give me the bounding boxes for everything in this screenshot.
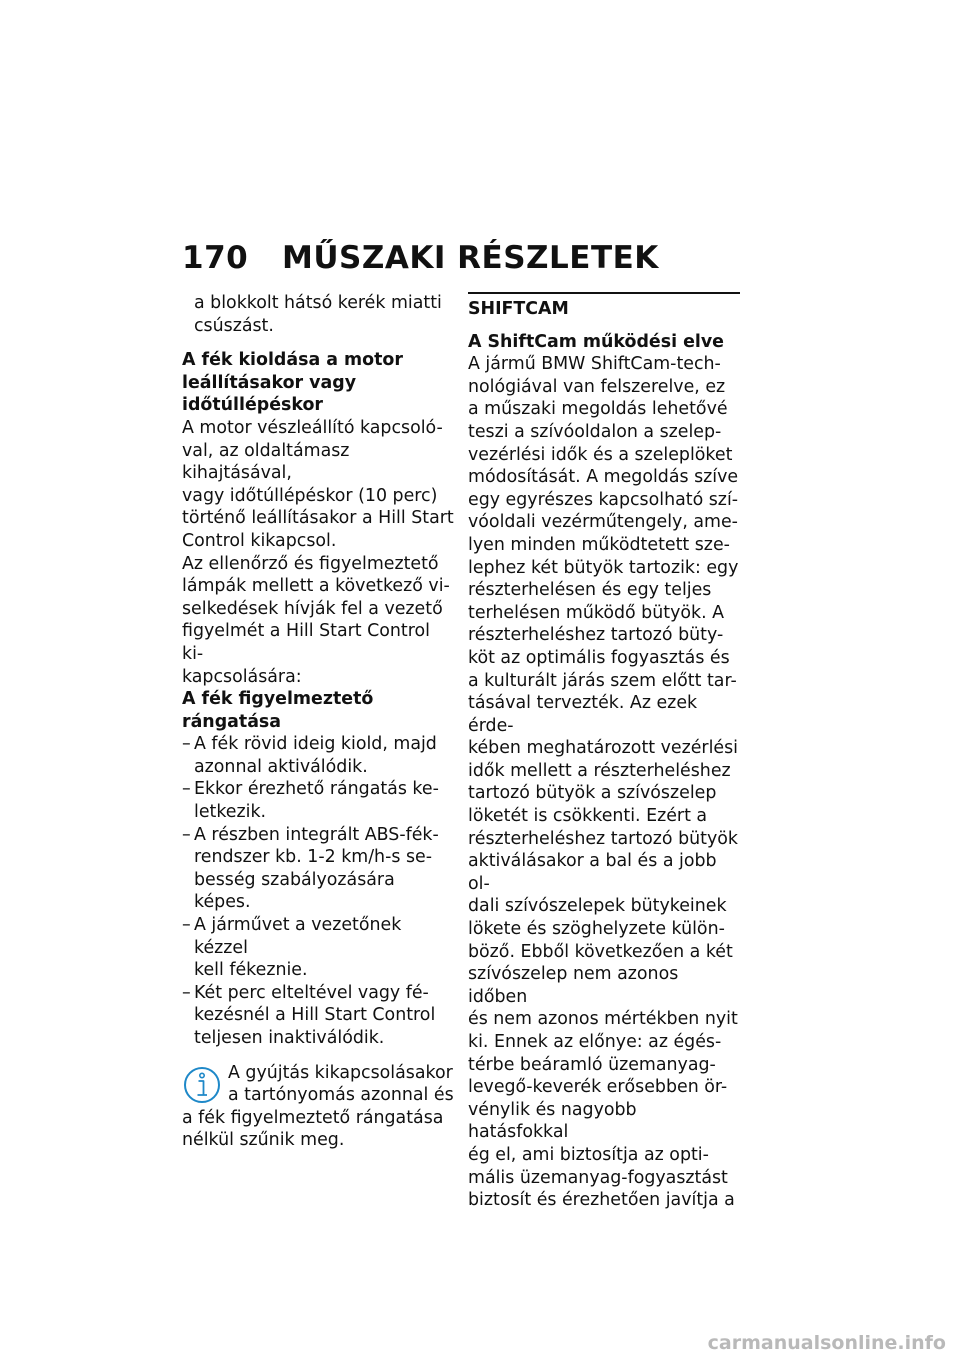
- page-number: 170: [182, 240, 249, 276]
- text-line: A motor vészleállító kapcsoló-: [182, 417, 443, 438]
- text-line: térbe beáramló üzemanyag-: [468, 1054, 716, 1075]
- text-line: részterheléshez tartozó bütyök: [468, 828, 738, 849]
- text-line: lyen minden működtetett sze-: [468, 534, 730, 555]
- text-line: köt az optimális fogyasztás és: [468, 647, 730, 668]
- text-line: A járművet a vezetőnek kézzel: [194, 915, 402, 958]
- text-line: vóoldali vezérműtengely, ame-: [468, 512, 738, 533]
- heading-line: leállításakor vagy: [182, 372, 357, 393]
- text-line: mális üzemanyag-fogyasztást: [468, 1167, 728, 1188]
- text-line: teljesen inaktiválódik.: [194, 1028, 385, 1048]
- text-line: ég el, ami biztosítja az opti-: [468, 1144, 709, 1165]
- text-line: módosítását. A megoldás szíve: [468, 467, 739, 488]
- text-line: kell fékeznie.: [194, 960, 308, 981]
- info-note: [182, 1062, 454, 1152]
- shiftcam-body: [468, 353, 740, 1212]
- section-title-shiftcam: SHIFTCAM: [468, 292, 740, 321]
- text-line: A jármű BMW ShiftCam-tech-: [468, 354, 721, 375]
- text-line: egy egyrészes kapcsolható szí-: [468, 489, 739, 510]
- list-item: – Két perc elteltével vagy fé- kezésnél a Hill Start Control teljesen inaktiválódik.: [182, 982, 454, 1050]
- list-item: – Ekkor érezhető rángatás ke- letkezik.: [182, 778, 454, 823]
- text-line: letkezik.: [194, 802, 267, 823]
- text-line: teszi a szívóoldalon a szelep-: [468, 421, 722, 442]
- text-line: levegő-keverék erősebben ör-: [468, 1077, 728, 1098]
- text-line: a blokkolt hátsó kerék miatti: [194, 293, 442, 313]
- text-line: vezérlési idők és a szeleplöket: [468, 444, 733, 465]
- text-line: ki. Ennek az előnye: az égés-: [468, 1032, 722, 1052]
- text-line: kezésnél a Hill Start Control: [194, 1005, 436, 1026]
- heading-line: időtúllépéskor: [182, 395, 323, 416]
- text-line: A részben integrált ABS-fék-: [194, 824, 439, 845]
- text-line: Két perc elteltével vagy fé-: [194, 982, 429, 1003]
- text-line: tartozó bütyök a szívószelep: [468, 783, 717, 804]
- text-line: lökete és szöghelyzete külön-: [468, 919, 725, 940]
- text-line: lephez két bütyök tartozik: egy: [468, 557, 739, 578]
- section-heading-brake-warning: A fék figyelmeztető rángatása: [182, 689, 374, 732]
- text-line: terhelésen működő bütyök. A: [468, 602, 725, 623]
- text-line: biztosít és érezhetően javítja a: [468, 1190, 735, 1211]
- brake-warning-list: [182, 733, 454, 1049]
- page-title: MŰSZAKI RÉSZLETEK: [282, 240, 659, 276]
- subsection-title-shiftcam-principle: A ShiftCam működési elve: [468, 331, 724, 352]
- heading-line: A fék kioldása a motor: [182, 350, 403, 371]
- text-line: figyelmét a Hill Start Control ki-: [182, 621, 430, 664]
- right-column: [468, 292, 740, 1212]
- text-line: azonnal aktiválódik.: [194, 756, 368, 777]
- page-header: [182, 240, 659, 276]
- text-line: löketét is csökkenti. Ezért a: [468, 806, 708, 827]
- text-line: a kulturált járás szem előtt tar-: [468, 670, 737, 691]
- text-line: idők mellett a részterheléshez: [468, 760, 731, 781]
- text-line: csúszást.: [194, 315, 274, 336]
- info-icon: [182, 1064, 222, 1106]
- text-line: Control kikapcsol.: [182, 530, 337, 551]
- intro-text: [182, 292, 454, 337]
- text-line: rendszer kb. 1-2 km/h-s se-: [194, 847, 432, 868]
- text-line: Az ellenőrző és figyelmeztető: [182, 553, 439, 574]
- text-line: dali szívószelepek bütykeinek: [468, 896, 727, 917]
- text-line: a tartónyomás azonnal és: [228, 1085, 454, 1106]
- text-line: vagy időtúllépéskor (10 perc): [182, 485, 438, 506]
- text-line: történő leállításakor a Hill Start: [182, 508, 454, 529]
- list-item: – A járművet a vezetőnek kézzel kell fékeznie.: [182, 914, 454, 982]
- text-line: aktiválásakor a bal és a jobb ol-: [468, 851, 717, 894]
- text-line: selkedések hívják fel a vezető: [182, 598, 443, 619]
- text-line: böző. Ebből következően a két: [468, 941, 733, 962]
- text-line: szívószelep nem azonos időben: [468, 964, 679, 1007]
- text-line: lámpák mellett a következő vi-: [182, 576, 450, 597]
- text-line: a fék figyelmeztető rángatása: [182, 1107, 444, 1128]
- text-line: részterhelésen és egy teljes: [468, 580, 712, 601]
- text-line: besség szabályozására képes.: [194, 869, 395, 913]
- text-line: vénylik és nagyobb hatásfokkal: [468, 1099, 637, 1143]
- text-line: nológiával van felszerelve, ez: [468, 376, 726, 397]
- text-line: val, az oldaltámasz kihajtásával,: [182, 440, 350, 484]
- list-item: – A fék rövid ideig kiold, majd azonnal aktiválódik.: [182, 733, 454, 778]
- list-item: – A részben integrált ABS-fék- rendszer kb. 1-2 km/h-s se- besség szabályozására képes.: [182, 824, 454, 914]
- section-heading-brake-release: [182, 349, 454, 417]
- text-line: A gyújtás kikapcsolásakor: [228, 1062, 453, 1083]
- text-line: nélkül szűnik meg.: [182, 1130, 345, 1151]
- text-line: A fék rövid ideig kiold, majd: [194, 734, 437, 755]
- text-line: részterheléshez tartozó büty-: [468, 625, 724, 646]
- text-line: a műszaki megoldás lehetővé: [468, 399, 728, 420]
- text-line: Ekkor érezhető rángatás ke-: [194, 779, 439, 800]
- section-body-brake-release: [182, 417, 454, 688]
- text-line: és nem azonos mértékben nyit: [468, 1009, 738, 1030]
- watermark: carmanualsonline.info: [707, 1332, 946, 1354]
- text-line: kapcsolására:: [182, 666, 302, 687]
- left-column: [182, 292, 454, 1152]
- text-line: tásával tervezték. Az ezek érde-: [468, 693, 698, 736]
- text-line: kében meghatározott vezérlési: [468, 738, 739, 759]
